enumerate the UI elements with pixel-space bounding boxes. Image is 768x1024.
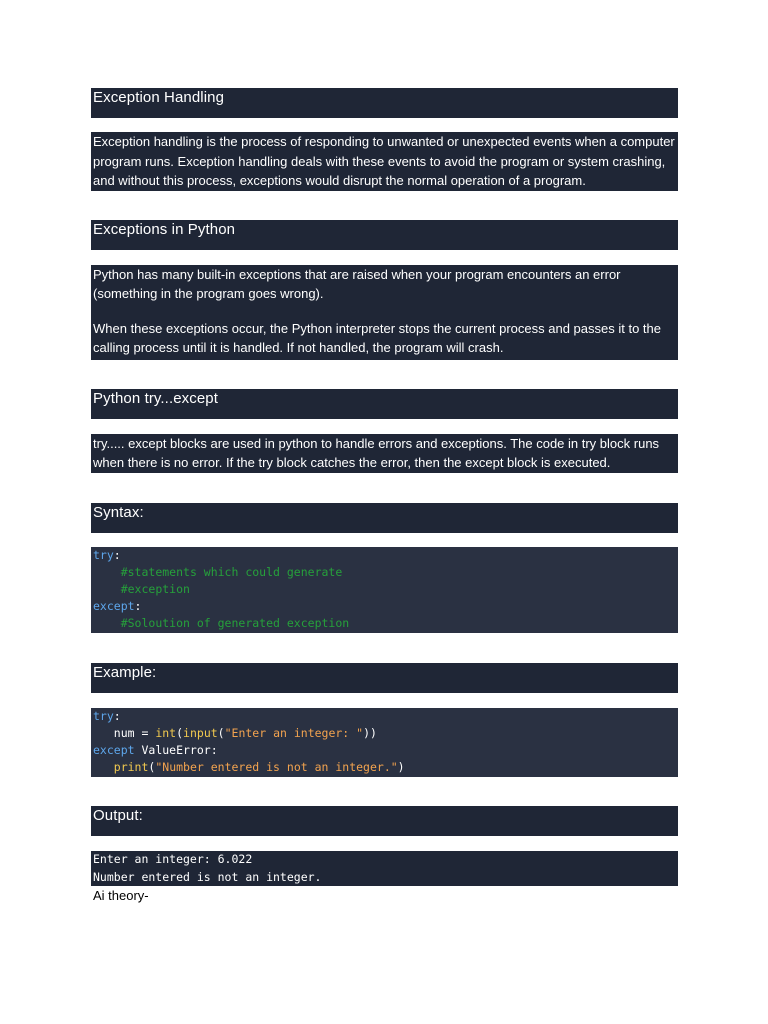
colon: :: [113, 708, 121, 723]
assignment: num =: [113, 725, 156, 740]
code-line: [93, 742, 676, 759]
heading-output: Output:: [91, 806, 678, 836]
output-block: [91, 851, 678, 885]
paren: (: [148, 760, 156, 775]
footer-text: Ai theory-: [93, 887, 149, 903]
heading-exception-handling: Exception Handling: [91, 88, 678, 118]
code-line: [93, 615, 676, 632]
code-line: [93, 708, 676, 725]
comment: #Soloution of generated exception: [120, 616, 350, 631]
code-line: [93, 725, 676, 742]
paragraph-text: try..... except blocks are used in python to handle errors and exceptions. The code in try block runs when there is no error. If the try block catches the error, then the except block is executed.: [93, 435, 660, 470]
string-literal: "Number entered is not an integer.": [155, 760, 398, 775]
heading-example: Example:: [91, 663, 678, 693]
document-page: [91, 88, 678, 905]
function-int: int: [155, 725, 177, 740]
keyword-except: except: [93, 599, 135, 614]
paragraph-python-try-except: [91, 434, 678, 473]
keyword-except: except: [93, 742, 135, 757]
comment: #statements which could generate: [120, 564, 343, 579]
paren: (: [217, 725, 225, 740]
heading-syntax: Syntax:: [91, 503, 678, 533]
code-line: [93, 581, 676, 598]
paragraph-text: Exception handling is the process of responding to unwanted or unexpected events when a computer program runs. Exception handling deals with these events to avoid the program or system crashing, and without this process, exceptions would disrupt the normal operation of a program.: [93, 134, 675, 188]
keyword-try: try: [93, 547, 114, 562]
heading-exceptions-in-python: Exceptions in Python: [91, 220, 678, 250]
code-line: [93, 598, 676, 615]
paren: )): [363, 725, 377, 740]
comment: #exception: [120, 581, 190, 596]
paragraph-text-1: Python has many built-in exceptions that are raised when your program encounters an error (something in the program goes wrong).: [93, 266, 621, 301]
keyword-try: try: [93, 708, 114, 723]
code-line: [93, 759, 676, 776]
colon: :: [113, 547, 121, 562]
paragraph-exceptions-in-python: [91, 265, 678, 360]
code-line: [93, 564, 676, 581]
paren: (: [176, 725, 184, 740]
code-block-syntax: [91, 547, 678, 633]
colon: :: [134, 599, 142, 614]
paragraph-text-2: When these exceptions occur, the Python interpreter stops the current process and passes it to the calling process until it is handled. If not handled, the program will crash.: [93, 320, 661, 355]
function-input: input: [183, 725, 218, 740]
heading-python-try-except: Python try...except: [91, 389, 678, 419]
function-print: print: [113, 760, 149, 775]
paragraph-exception-handling: [91, 132, 678, 191]
code-line: [93, 547, 676, 564]
code-block-example: [91, 708, 678, 778]
exception-type: ValueError:: [134, 742, 218, 757]
output-line: Number entered is not an integer.: [93, 869, 322, 884]
string-literal: "Enter an integer: ": [224, 725, 364, 740]
paren: ): [397, 760, 405, 775]
output-line: Enter an integer: 6.022: [93, 852, 253, 867]
